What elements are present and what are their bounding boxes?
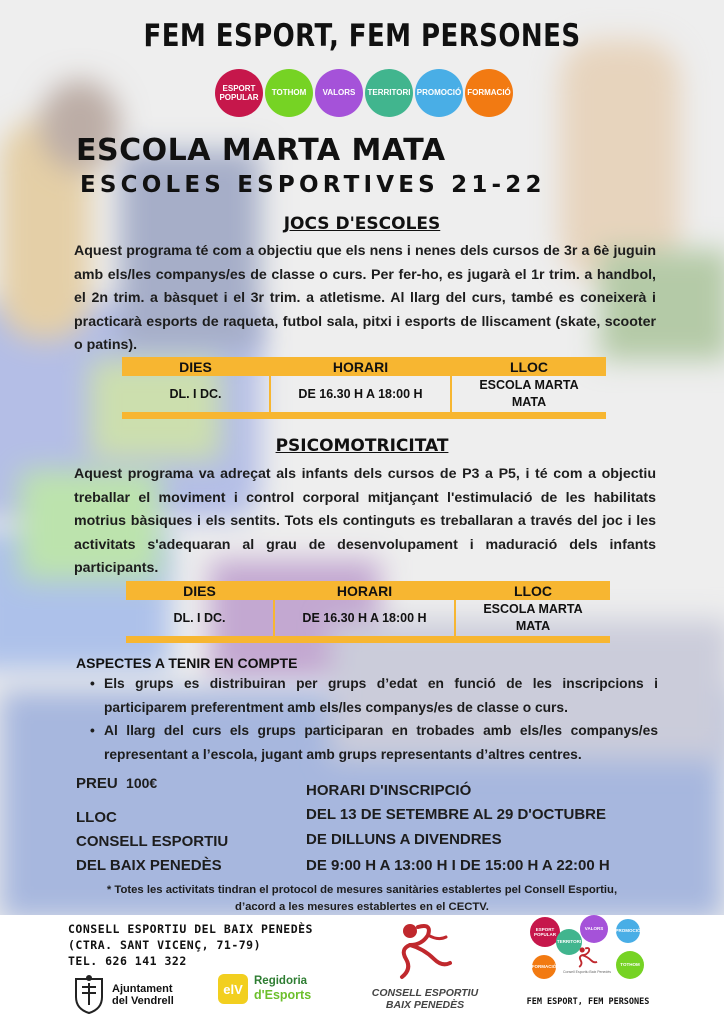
- cell-dies: DL. I DC.: [173, 610, 226, 625]
- value-pill: FORMACIÓ: [465, 69, 513, 117]
- column-horari: HORARI: [336, 582, 393, 599]
- footer-phone: TEL. 626 141 322: [68, 954, 187, 968]
- value-pill: PROMOCIÓ: [415, 69, 463, 117]
- list-item: • Al llarg del curs els grups participaran en trobades amb els/les companys/es representant a l’escola, jugant amb grups representants d’altres centres.: [90, 719, 658, 766]
- coat-of-arms-icon: [70, 973, 108, 1015]
- regidoria-name: [254, 974, 311, 1002]
- aspects-list: [90, 672, 658, 766]
- footer-org: CONSELL ESPORTIU DEL BAIX PENEDÈS: [68, 922, 313, 936]
- ajuntament-line1: Ajuntament: [112, 983, 173, 995]
- place-line1: CONSELL ESPORTIU: [76, 833, 229, 850]
- mini-pill: TERRITORI: [556, 929, 582, 955]
- mini-pill: TOTHOM: [616, 951, 644, 979]
- regidoria-line2: d'Esports: [254, 988, 312, 1002]
- mini-runner-icon: [574, 945, 600, 969]
- schedule-footer-bar: [126, 636, 610, 643]
- ajuntament-logo: [70, 973, 180, 1017]
- footer: [0, 915, 724, 1024]
- school-subtitle: ESCOLES ESPORTIVES 21-22: [80, 172, 546, 198]
- price-label: PREU: [76, 775, 118, 792]
- consell-logo: [370, 919, 480, 1019]
- regidoria-line1: Regidoria: [254, 975, 308, 987]
- consell-name: [370, 987, 480, 1011]
- program-description: Aquest programa va adreçat als infants dels cursos de P3 a P5, i té com a objectiu treballar el moviment i control corporal mitjançant l'estimulació de les habilitats motrius bàsiques i els sentits. Tots els continguts es treballaran a través del joc i les activitats s'adequaran al grau de desenvolupament i maduració dels infants participants.: [74, 466, 656, 576]
- program-description: Aquest programa té com a objectiu que els nens i nenes dels cursos de 3r a 6è juguin amb els/les companys/es de classe o curs. Per fer-ho, es jugarà el 1r trim. a handbol, el 2n trim. a bàsquet i el 3r trim. a atletisme. Al llarg del curs, també es coneixerà i practicarà esports de raqueta, futbol sala, pitxi i esports de lliscament (skate, scooter o patins).: [74, 243, 656, 353]
- elv-mark: elV: [218, 974, 248, 1004]
- school-name: ESCOLA MARTA MATA: [76, 133, 446, 168]
- footer-address: (CTRA. SANT VICENÇ, 71-79): [68, 938, 262, 952]
- registration-title: HORARI D'INSCRIPCIÓ: [306, 782, 472, 799]
- value-pill: ESPORT POPULAR: [215, 69, 263, 117]
- list-item: • Els grups es distribuiran per grups d’edat en funció de les inscripcions i participarem preferentment amb els/les companys/es de classe o curs.: [90, 672, 658, 719]
- runner-icon: [388, 919, 458, 981]
- column-lloc: LLOC: [509, 358, 549, 375]
- place-label: LLOC: [76, 809, 117, 826]
- registration-hours: DE 9:00 H A 13:00 H I DE 15:00 H A 22:00 H: [306, 857, 610, 874]
- mini-values-logo: [518, 915, 658, 1020]
- registration-days: DE DILLUNS A DIVENDRES: [306, 831, 502, 848]
- cell-dies: DL. I DC.: [169, 386, 222, 401]
- mini-pill: VALORS: [580, 915, 608, 943]
- mini-consell-text: Consell Esportiu Baix Penedès: [562, 970, 612, 974]
- consell-line1: CONSELL ESPORTIU: [371, 987, 479, 999]
- schedule-table: [122, 357, 606, 419]
- cell-horari: DE 16.30 H A 18:00 H: [273, 600, 456, 636]
- cell-lloc-text: ESCOLA MARTA MATA: [483, 602, 583, 633]
- schedule-row: [126, 600, 610, 636]
- aspects-title: ASPECTES A TENIR EN COMPTE: [76, 655, 298, 671]
- values-pills: [215, 69, 513, 117]
- schedule-header: [126, 581, 610, 600]
- footer-slogan: FEM ESPORT, FEM PERSONES: [526, 997, 650, 1007]
- value-pill: TERRITORI: [365, 69, 413, 117]
- ajuntament-line2: del Vendrell: [112, 995, 174, 1007]
- schedule-table: [126, 581, 610, 643]
- note-line: * Totes les activitats tindran el protocol de mesures sanitàries establertes pel Consell Esportiu,: [106, 884, 618, 896]
- regidoria-logo: [218, 972, 318, 1016]
- schedule-row: [122, 376, 606, 412]
- schedule-footer-bar: [122, 412, 606, 419]
- schedule-header: [122, 357, 606, 376]
- value-pill: TOTHOM: [265, 69, 313, 117]
- mini-pill: ESPORT POPULAR: [530, 917, 560, 947]
- program-title: JOCS D'ESCOLES: [283, 214, 441, 234]
- program-title: PSICOMOTRICITAT: [275, 436, 449, 456]
- mini-pill: PROMOCIÓ: [616, 919, 640, 943]
- mini-pill: FORMACIÓ: [532, 955, 556, 979]
- column-dies: DIES: [179, 358, 212, 375]
- cell-lloc-text: ESCOLA MARTA MATA: [479, 378, 579, 409]
- place-line2: DEL BAIX PENEDÈS: [76, 857, 222, 874]
- column-horari: HORARI: [332, 358, 389, 375]
- price: [76, 775, 157, 792]
- registration-dates: DEL 13 DE SETEMBRE AL 29 D'OCTUBRE: [306, 806, 607, 823]
- sanitary-note: [0, 882, 724, 916]
- cell-lloc: [452, 376, 606, 412]
- note-line: d’acord a les mesures establertes en el CECTV.: [235, 901, 489, 913]
- value-pill: VALORS: [315, 69, 363, 117]
- cell-lloc: [456, 600, 610, 636]
- headline: FEM ESPORT, FEM PERSONES: [143, 18, 581, 54]
- ajuntament-name: [112, 983, 174, 1007]
- column-lloc: LLOC: [513, 582, 553, 599]
- cell-horari: DE 16.30 H A 18:00 H: [269, 376, 452, 412]
- column-dies: DIES: [183, 582, 216, 599]
- price-value: 100€: [126, 775, 158, 791]
- consell-line2: BAIX PENEDÈS: [385, 999, 465, 1011]
